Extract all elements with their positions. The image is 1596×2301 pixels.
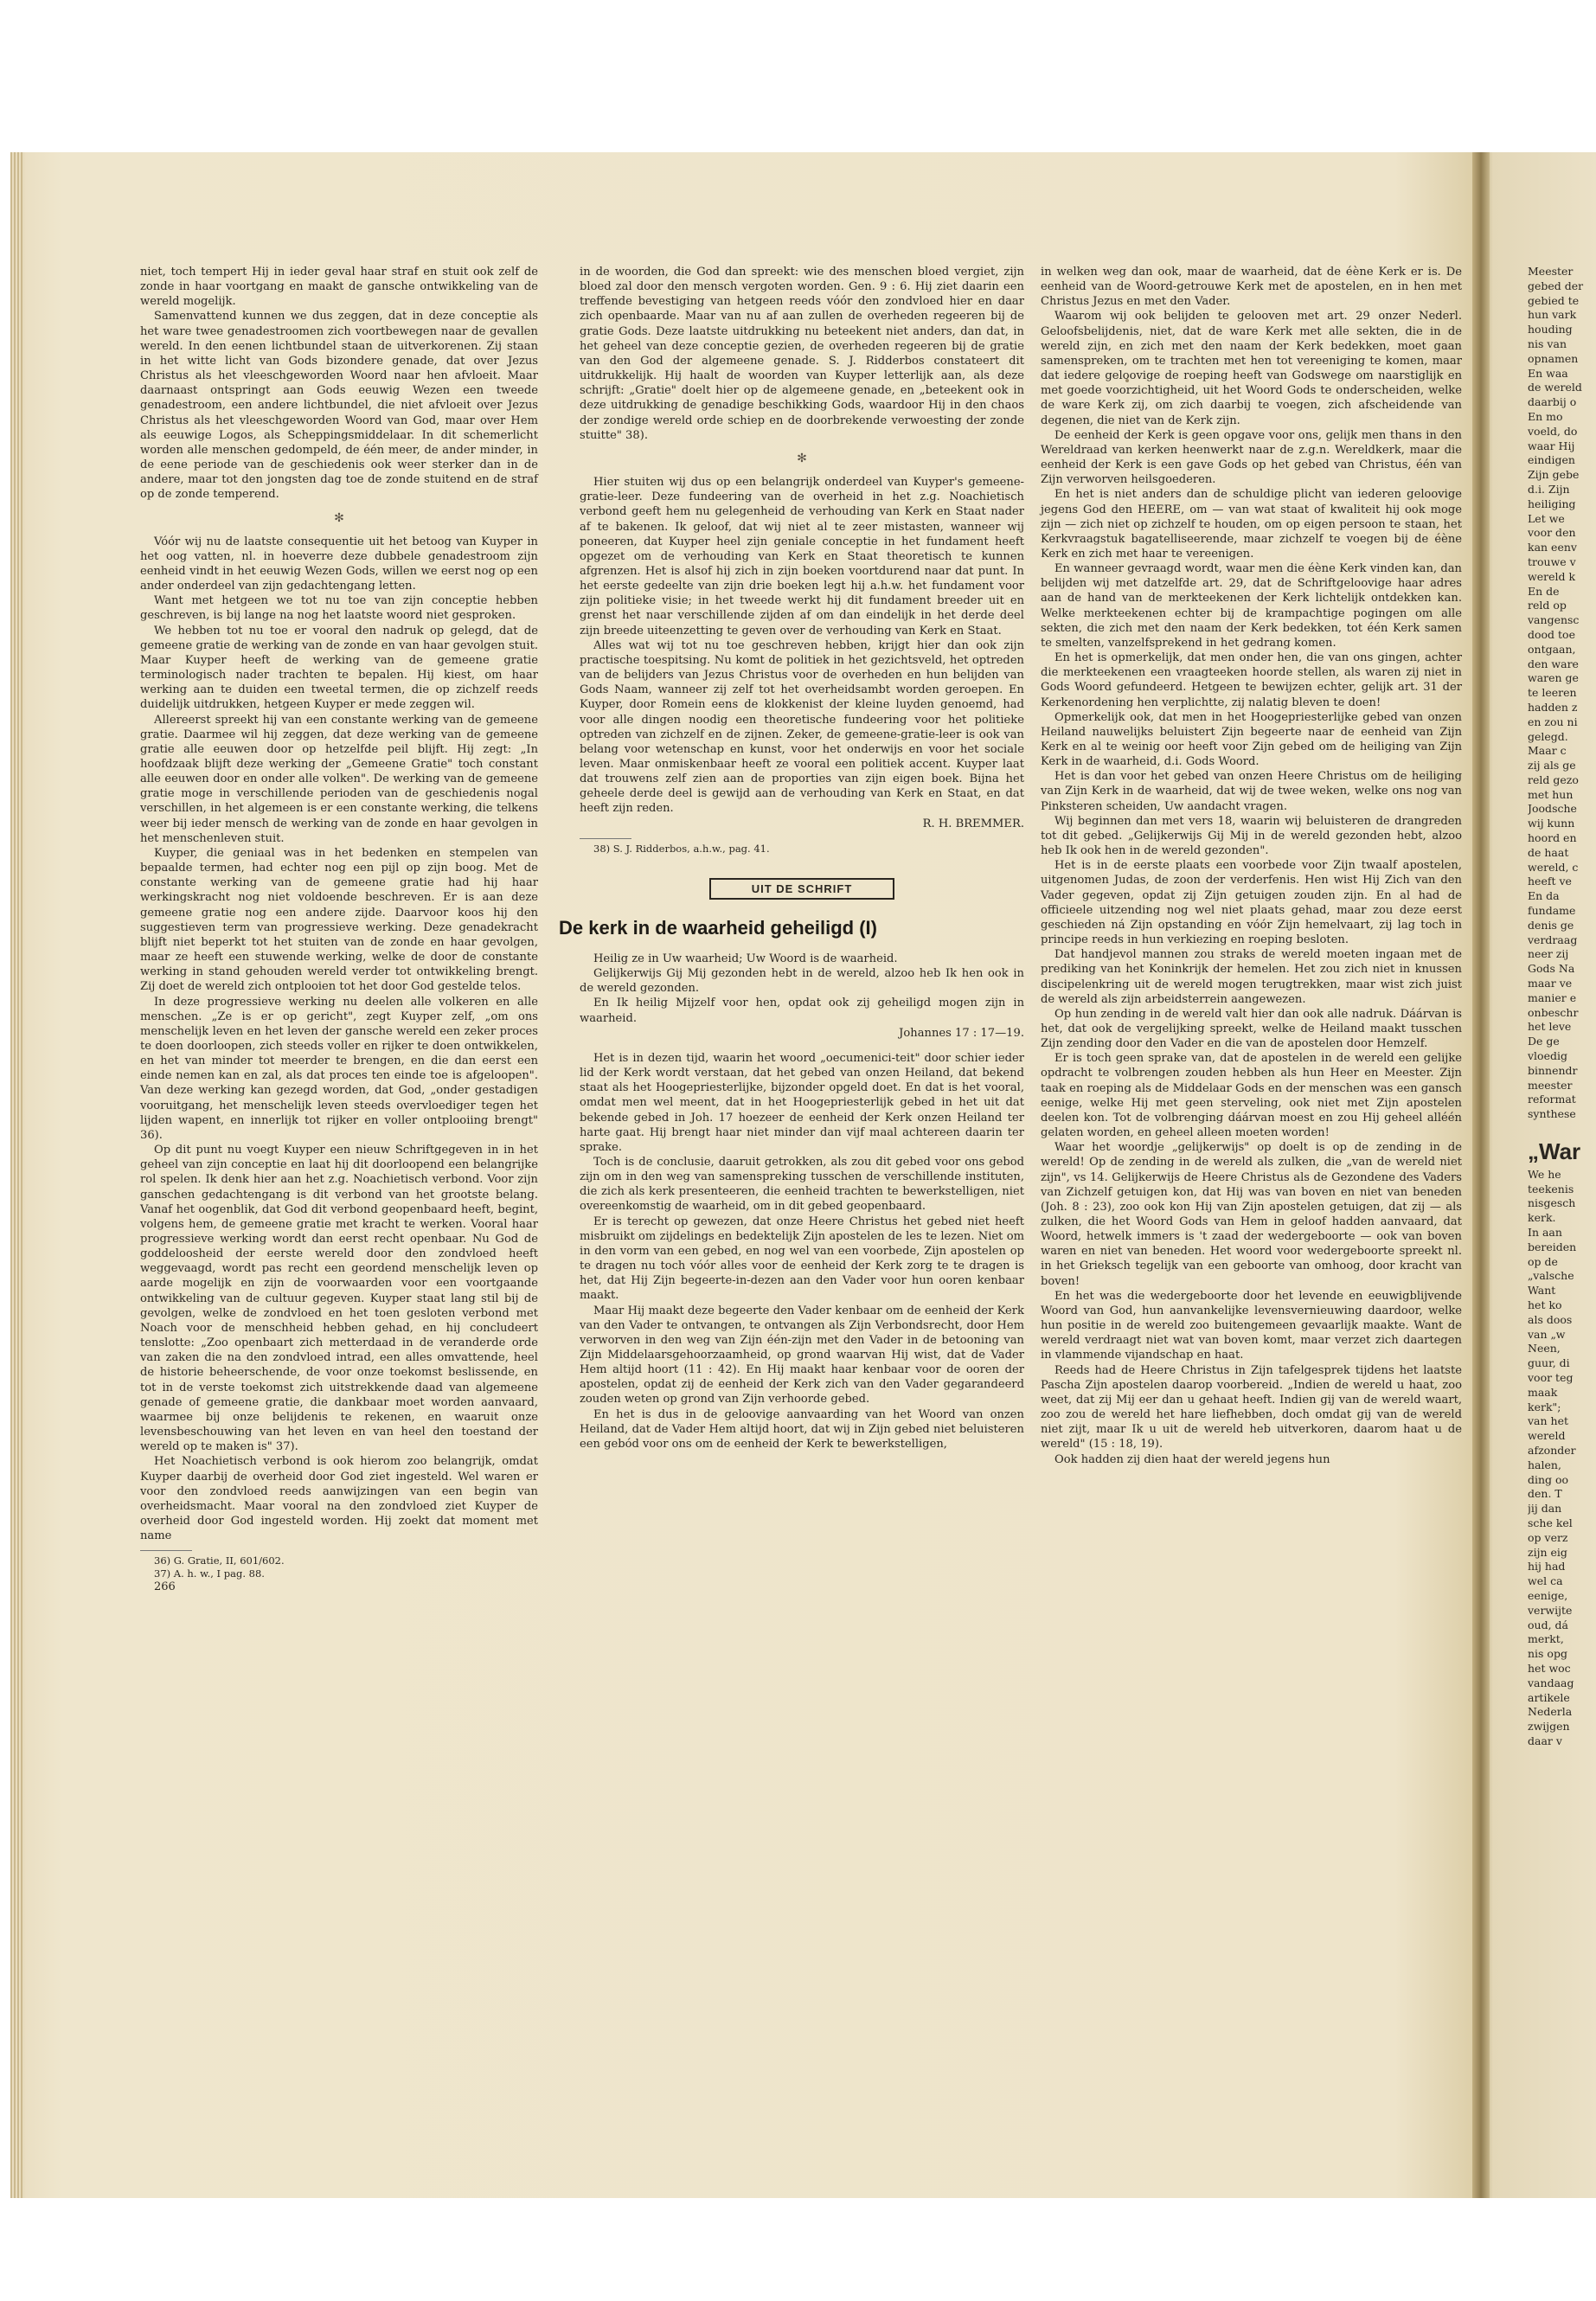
magazine-spread — [10, 152, 1596, 2198]
cropped-line: te leeren — [1528, 686, 1577, 700]
cropped-line: fundame — [1528, 904, 1576, 918]
cropped-line: nis opg — [1528, 1647, 1567, 1661]
paragraph: En het is niet anders dan de schuldige plicht van iederen geloovige jegens God den HEERE, om — van wat staat of kwaliteit hij ook moge zijn — zich niet op zichzelf te houden, om op eigen persoon te staan, het Kerkvraagstuk bagatelliseerende, maar zichzelf te voegen bij de éène Kerk en zich met haar te vereenigen. — [1041, 488, 1462, 561]
cropped-line: het ko — [1528, 1298, 1562, 1311]
cropped-line: Want — [1528, 1284, 1556, 1298]
cropped-line: ding oo — [1528, 1472, 1569, 1486]
spacer — [580, 1041, 1024, 1051]
cropped-line: „valsche — [1528, 1269, 1574, 1283]
cropped-line: Maar c — [1528, 744, 1567, 758]
cropped-article-title: „War — [1528, 1138, 1581, 1165]
cropped-line: voor den — [1528, 526, 1576, 540]
cropped-line: ontgaan, — [1528, 642, 1576, 656]
footnote-rule — [140, 1550, 192, 1551]
cropped-line: als doos — [1528, 1312, 1573, 1326]
cropped-line: nisgesch — [1528, 1196, 1576, 1210]
cropped-line: maak — [1528, 1385, 1558, 1399]
cropped-line: synthese — [1528, 1107, 1576, 1121]
footnote: 38) S. J. Ridderbos, a.h.w., pag. 41. — [593, 842, 770, 855]
cropped-line: teekenis — [1528, 1182, 1574, 1195]
cropped-line: van „w — [1528, 1327, 1566, 1341]
cropped-line: houding — [1528, 323, 1573, 336]
cropped-line: kan eenv — [1528, 541, 1577, 554]
cropped-line: binnendr — [1528, 1063, 1578, 1077]
cropped-line: Joodsche — [1528, 802, 1577, 816]
cropped-line: d.i. Zijn — [1528, 482, 1570, 496]
paragraph: Er is terecht op gewezen, dat onze Heere Christus het gebed niet heeft misbruikt om zijdelings en bedektelijk Zijn apostelen de les te lezen. Niet om in den vorm van een gebed, en nog wel van een voorbede, Zijn apostelen op te dragen nu toch vóór alles voor de eenheid der Kerk zorg te te dragen is het, dat Hij Zijn begeerte-in-dezen aan den Vader voor hun ooren kenbaar maakt. — [580, 1215, 1024, 1303]
cropped-text-bottom — [1528, 1168, 1596, 1749]
cropped-line: daarbij o — [1528, 395, 1577, 409]
cropped-line: vandaag — [1528, 1676, 1574, 1689]
footnote: 36) G. Gratie, II, 601/602. — [154, 1554, 285, 1567]
column-1 — [140, 265, 538, 1593]
cropped-line: wereld — [1528, 1429, 1566, 1443]
paragraph: Kuyper, die geniaal was in het bedenken en stempelen van bepaalde termen, had echter nog een pijl op zijn boog. Met de constante werking van de gemeene gratie had hij haar werkingskracht nog niet voldoende beschreven. Er is aan deze gemeene gratie nog een andere zijde. Daarvoor koos hij den suggestieven term van progressieve werking. Deze genadekracht blijft niet beperkt tot het stuiten van de zonde en haar gevolgen, maar ze heeft een stuwende werking, welke de door de constante werking in stand gehouden wereld verder tot ontwikkeling brengt. Zij doet de wereld zich ontplooien tot het door God gestelde telos. — [140, 846, 538, 994]
cropped-line: We he — [1528, 1167, 1561, 1181]
cropped-line: merkt, — [1528, 1632, 1564, 1646]
cropped-line: den ware — [1528, 657, 1579, 670]
cropped-line: voeld, do — [1528, 424, 1578, 438]
cropped-line: hij had — [1528, 1560, 1566, 1574]
paragraph: En het is opmerkelijk, dat men onder hen, die van ons gingen, achter die merkteekenen een vraagteeken hoorde stellen, als waren zij niet in Gods Woord gefundeerd. Hetgeen te bewijzen echter, gelijk art. 31 der Kerkenordening hen verplichtte, zij nalatig bleven te doen! — [1041, 651, 1462, 709]
footnote: 37) A. h. w., I pag. 88. — [154, 1567, 265, 1580]
cropped-line: trouwe v — [1528, 554, 1576, 568]
cropped-line: neer zij — [1528, 947, 1569, 961]
cropped-line: heeft ve — [1528, 875, 1572, 888]
scripture-motto: Heilig ze in Uw waarheid; Uw Woord is de waarheid. — [593, 952, 898, 965]
column-2 — [559, 265, 1024, 1452]
cropped-line: maar ve — [1528, 977, 1573, 990]
cropped-line: opnamen — [1528, 351, 1579, 365]
paragraph: Samenvattend kunnen we dus zeggen, dat in deze conceptie als het ware twee genadestroomen zich voortbewegen naar de gevallen wereld. In den eenen lichtbundel staan de uitverkorenen. Zij staan in het witte licht van Gods bizondere genade, dat over Jezus Christus als het vleeschgeworden Woord naar hen afvloeit. Maar daarnaast ontspringt aan Gods eeuwig Wezen een tweede genadestroom, een andere lichtbundel, die niet afvloeit over Jezus Christus als het vleeschgeworden Woord van God, maar over Hem als eeuwige Logos, als Scheppingsmiddelaar. In dit schemerlicht worden alle menschen gedompeld, de één meer, de ander minder, in de eene periode van de geschiedenis ook weer sterker dan in de andere, maar tot den jongsten dag toe de zonde stuitend en de straf op de zonde temperend. — [140, 310, 538, 502]
cropped-line: zijn eig — [1528, 1545, 1567, 1559]
scripture-motto: Gelijkerwijs Gij Mij gezonden hebt in de wereld, alzoo heb Ik hen ook in de wereld gezonden. — [580, 967, 1024, 996]
cropped-line: gebed der — [1528, 279, 1584, 292]
cropped-line: het leve — [1528, 1020, 1572, 1034]
cropped-line: hadden z — [1528, 700, 1578, 714]
paragraph: Vóór wij nu de laatste consequentie uit het betoog van Kuyper in het oog vatten, nl. in hoeverre deze dubbele genadestroom zijn eenheid vindt in het eeuwig Wezen Gods, willen we eerst nog op een ander onderdeel van zijn gedachtengang letten. — [140, 535, 538, 593]
cropped-line: En mo — [1528, 409, 1563, 423]
paragraph: Op dit punt nu voegt Kuyper een nieuw Schriftgegeven in in het geheel van zijn conceptie en laat hij dit doorloopend een belangrijke rol spelen. Ik denk hier aan het z.g. Noachietisch verbond. Voor zijn ganschen gedachtengang is dit verbond van het grootste belang. Vanaf het oogenblik, dat God dit verbond geopenbaard heeft, begint, volgens hem, de gemeene gratie met kracht te werken. Vooral haar progressieve werking wordt dan eerst recht openbaar. Nu God de goddeloosheid der eerste wereld door den zondvloed heeft weggevaagd, wordt pas recht een geordend menschelijk leven op aarde mogelijk en zijn de voorwaarden voor een voortgaande ontwikkeling van de cultuur gegeven. Kuyper staat lang stil bij de gevolgen, welke de zondvloed en het toen gesloten verbond met Noach voor de menschheid hebben gehad, en hij concludeert tenslotte: „Zoo openbaart zich metterdaad in de veranderde orde van zaken die na den zondvloed intrad, een alles omvattende, heel de historie beheerschende, de voor onze toekomst beslissende, en tot in de verste toekomst zich uitstrekkende daad van algemeene genade of gemeene gratie, die dankbaar moet worden aanvaard, waarmee bij onze belijdenis te rekenen, en waaruit onze levensbeschouwing van het leven en van heel den toestand der wereld op te maken is" 37). — [140, 1144, 538, 1454]
cropped-line: vloedig — [1528, 1049, 1567, 1063]
paragraph: Toch is de conclusie, daaruit getrokken, als zou dit gebed voor ons gebod zijn om in den weg van samenspreking tusschen de verschillende instituten, die zich als kerk presenteeren, die eenheid trachten te bewerkstelligen, niet overeenkomstig de waarheid, om in dit gebed geopenbaard. — [580, 1155, 1024, 1214]
cropped-line: bereiden — [1528, 1240, 1577, 1253]
section-divider: ✻ — [334, 510, 344, 525]
paragraph: Wij beginnen dan met vers 18, waarin wij beluisteren de drangreden tot dit gebed. „Gelijkerwijs Gij Mij in de wereld gezonden hebt, alzoo heb Ik ook hen in de wereld gezonden". — [1041, 814, 1462, 858]
cropped-line: op de — [1528, 1254, 1558, 1268]
cropped-line: de wereld — [1528, 381, 1582, 394]
cropped-line: verdraag — [1528, 933, 1578, 946]
paragraph: Waarom wij ook belijden te gelooven met art. 29 onzer Nederl. Geloofsbelijdenis, niet, dat de ware Kerk met alle sekten, die in de wereld zijn, en zich met den naam der Kerk bedekken, moet gaan samenspreken, om te trachten met hen tot vereeniging te komen, maar dat iedere geloovige de roeping heeft van Godswege om naarstiglijk en met goede voorzichtigheid, uit het Woord Gods te onderscheiden, welke de ware Kerk zij, om zich daarbij te voegen, zich afscheidende van degenen, die niet van de Kerk zijn. — [1041, 310, 1462, 427]
paragraph: Want met hetgeen we tot nu toe van zijn conceptie hebben geschreven, is bij lange na nog het laatste woord niet gesproken. — [140, 594, 538, 623]
cropped-line: meester — [1528, 1078, 1573, 1092]
paragraph: En het is dus in de geloovige aanvaarding van het Woord van onzen Heiland, dat de Vader Hem altijd hoort, dat wij in Zijn gebed niet beluisteren een gebód voor ons om de eenheid der Kerk te bewerkstelligen, — [580, 1407, 1024, 1451]
paragraph: in welken weg dan ook, maar de waarheid, dat de éène Kerk er is. De eenheid van de Woord-getrouwe Kerk met de apostelen, en in hen met Christus Jezus en met den Vader. — [1041, 266, 1462, 309]
cropped-line: artikele — [1528, 1690, 1570, 1704]
paragraph: We hebben tot nu toe er vooral den nadruk op gelegd, dat de gemeene gratie de werking van de zonde en van haar gevolgen stuit. Maar Kuyper heeft de werking van de gemeene gratie terminologisch nader trachten te bepalen. Hij kiest, om haar werking aan te duiden een tweetal termen, die op zichzelf reeds duidelijk uitdrukken, hetgeen Kuyper er mede zeggen wil. — [140, 624, 538, 712]
paragraph: Het is in de eerste plaats een voorbede voor Zijn twaalf apostelen, uitgenomen Judas, de zoon der verderfenis. Hen wist Hij Zich van den Vader gegeven, opdat zij Zijn getuigen zouden zijn. En al had de officieele uitzending nog wel niet plaats gehad, maar zou deze eerst geschieden ná Zijn opstanding en vóór Zijn hemelvaart, zij lag toch in principe reeds in hun verkiezing en roeping besloten. — [1041, 859, 1462, 947]
cropped-line: gebied te — [1528, 293, 1580, 307]
cropped-line: En waa — [1528, 366, 1568, 380]
paragraph: Maar Hij maakt deze begeerte den Vader kenbaar om de eenheid der Kerk van den Vader te ontvangen, te ontvangen als Zijn Verbondsrecht, door Hem verworven in den weg van Zijn één-zijn met den Vader in de betooning van Zijn Middelaarsgehoorzaamheid, op grond waarvan Hij wist, dat de Vader Hem altijd hoort (11 : 42). En Hij maakt haar kenbaar voor de ooren der apostelen, opdat zij de eenheid der Kerk zich van den Vader gegarandeerd zouden weten op grond van Zijn verhoorde gebed. — [580, 1304, 1024, 1407]
paragraph: in de woorden, die God dan spreekt: wie des menschen bloed vergiet, zijn bloed zal door den mensch vergoten worden. Gen. 9 : 6. Hij ziet daarin een treffende bevestiging van hetgeen reeds vóór den zondvloed hier en daar zich openbaarde. Maar van nu af aan zullen de overheden regeeren bij de gratie Gods. Deze laatste uitdrukking nu beteekent niet anders, dan dat, in het geheel van deze conceptie gezien, de overheden regeeren bij de gratie van den God der algemeene genade. S. J. Ridderbos constateert dit uitdrukkelijk. Hij haalt de woorden van Kuyper letterlijk aan, als deze schrijft: „Gratie" doelt hier op de algemeene genade, en „beteekent ook in deze uitdrukking de genadige beschikking Gods, waardoor Hij in den chaos der zondige wereld orde schiep en de doorbrekende verwoesting der zonde stuitte" 38). — [580, 266, 1024, 442]
paragraph: Alles wat wij tot nu toe geschreven hebben, krijgt hier dan ook zijn practische toespitsing. Nu komt de politiek in het gezichtsveld, het optreden van de belijders van Jezus Christus voor de overheden en hun belijden van Gods Naam, wanneer zij zelf tot het overheidsambt worden geroepen. En Kuyper, door Romein eens de klokkenist der kleine luyden genoemd, had voor alle dingen noodig een theoretische fundeering voor het politieke optreden van zichzelf en de zijnen. Zeker, de gemeene-gratie-leer is ook van belang voor wetenschap en kunst, voor het onderwijs en voor het sociale leven. Maar onmiskenbaar heeft ze vooral een politiek accent. Kuyper laat dat trouwens zelf zien aan de proporties van zijn eigen boek. Bijna het geheele derde deel is gewijd aan de verhouding van Kerk en Staat, en dat heeft zijn reden. — [580, 638, 1024, 816]
paragraph: Het is dan voor het gebed van onzen Heere Christus om de heiliging van Zijn Kerk in de waarheid, dat wij de twee weken, welke ons nog van Pinksteren scheiden, Uw aandacht vragen. — [1041, 770, 1462, 813]
cropped-line: Let we — [1528, 511, 1565, 525]
cropped-line: guur, di — [1528, 1356, 1570, 1370]
cropped-line: onbeschr — [1528, 1005, 1579, 1019]
cropped-line: kerk"; — [1528, 1400, 1561, 1413]
cropped-line: zwijgen — [1528, 1720, 1570, 1734]
cropped-line: reformat — [1528, 1093, 1576, 1106]
paragraph: Opmerkelijk ook, dat men in het Hoogepriesterlijke gebed van onzen Heiland nauwelijks beluistert Zijn begeerte naar de eenheid van Zijn Kerk en al te weinig oor heeft voor Zijn gebed om de heiliging van Zijn Kerk in de waarheid, d.i. Gods Woord. — [1041, 710, 1462, 769]
footnote-rule — [580, 838, 631, 839]
cropped-line: Nederla — [1528, 1705, 1573, 1719]
paragraph: In deze progressieve werking nu deelen alle volkeren en alle menschen. „Ze is er op gericht", zegt Kuyper zelf, „om ons menschelijk leven en het leven der gansche wereld een zeker proces te doen doorloopen, zich steeds voller en rijker te doen ontwikkelen, en het van minder tot meerder te brengen, en die dan eerst een einde nemen kan en zal, als dat proces ten einde toe is afgeloopen". Van deze werking kan gezegd worden, dat God, „onder gestadigen vooruitgang, het menschelijk leven steeds overvloediger tegen het lijden wapent, en innerlijk tot rijker en voller ontplooiing brengt" 36). — [140, 995, 538, 1142]
cropped-line: voor teg — [1528, 1370, 1574, 1384]
cropped-line: oud, dá — [1528, 1618, 1568, 1631]
cropped-line: manier e — [1528, 990, 1577, 1004]
cropped-line: het woc — [1528, 1661, 1571, 1675]
paragraph: En het was die wedergeboorte door het levende en eeuwigblijvende Woord van God, hun aanvankelijke levensvernieuwing daardoor, welke hun positie in de wereld zoo buitengemeen gevaarlijk maakte. Want de wereld verdraagt niet wat van boven komt, maar verzet zich daartegen in vlammende vijandschap en haat. — [1041, 1289, 1462, 1362]
cropped-line: kerk. — [1528, 1211, 1556, 1225]
paragraph: Dat handjevol mannen zou straks de wereld moeten ingaan met de prediking van het Koninkrijk der hemelen. Het zou zich niet in knussen discipelenkring uit de wereld mogen terugtrekken, maar wist zich juist de wereld als zijn arbeidsterrein aangewezen. — [1041, 948, 1462, 1006]
cropped-line: hoord en — [1528, 831, 1577, 845]
cropped-line: En da — [1528, 889, 1560, 903]
cropped-line: dood toe — [1528, 627, 1575, 641]
page-number: 266 — [154, 1580, 176, 1594]
paragraph: Er is toch geen sprake van, dat de apostelen in de wereld een gelijke opdracht te volbrengen zouden hebben als hun Heer en Meester. Zijn taak en roeping als de Middelaar Gods en der menschen was een gansch eenige, welke Hij met geen sterveling, ook niet met Zijn apostelen deelen kon. Tot de volbrenging dáárvan moest en zou Hij geheel alléén gelaten worden, en geheel alleen moeten worden! — [1041, 1052, 1462, 1140]
cropped-line: op verz — [1528, 1530, 1568, 1544]
paragraph: En wanneer gevraagd wordt, waar men die éène Kerk vinden kan, dan belijden wij met datzelfde art. 29, dat de Schriftgeloovige haar adres aan de hand van de merkteekenen der Kerk lichtelijk ontdekken kan. Welke merkteekenen echter bij de krampachtige pogingen om alle sekten, die zich met den naam der Kerk bedekken, tot één Kerk samen te smelten, vanzelfsprekend in het gedrang komen. — [1041, 562, 1462, 650]
paragraph: Hier stuiten wij dus op een belangrijk onderdeel van Kuyper's gemeene-gratie-leer. Deze fundeering van de overheid in het z.g. Noachietisch verbond geeft hem nu gelegenheid de verhouding van Kerk en Staat nader af te bakenen. Ik geloof, dat wij niet al te zeer mistasten, wanneer wij poneeren, dat Kuyper heel zijn geniale conceptie in het fundament heeft opgezet om de verhouding van Kerk en Staat theoretisch te kunnen afgrenzen. Het is alsof hij zich in zijn boeken voortdurend naar dat punt. In het eerste gedeelte van zijn drie boeken legt hij a.h.w. het fundament voor zijn politieke visie; in het tweede werkt hij dit fundament breeder uit en grenst het naar verschillende zijden af om dan eindelijk in het derde deel zijn breede uiteenzetting te geven over de verhouding van Kerk en Staat. — [580, 476, 1024, 638]
paragraph: Het Noachietisch verbond is ook hierom zoo belangrijk, omdat Kuyper daarbij de overheid door God ziet ingesteld. Wel waren er voor den zondvloed reeds aanwijzingen van een begin van overheidsmacht. Maar vooral na den zondvloed ziet Kuyper de overheid door God ingesteld worden. Hij zoekt dat moment met name — [140, 1455, 538, 1543]
cropped-line: De ge — [1528, 1035, 1560, 1048]
cropped-line: afzonder — [1528, 1443, 1576, 1457]
cropped-line: In aan — [1528, 1226, 1562, 1239]
cropped-line: Neen, — [1528, 1342, 1561, 1356]
cropped-line: van het — [1528, 1414, 1569, 1428]
cropped-line: waar Hij — [1528, 439, 1575, 452]
scripture-motto: En Ik heilig Mijzelf voor hen, opdat ook zij geheiligd mogen zijn in waarheid. — [580, 997, 1024, 1025]
paragraph: Op hun zending in de wereld valt hier dan ook alle nadruk. Dáárvan is het, dat ook de vergelijking spreekt, welke de Heiland maakt tusschen Zijn zending door den Vader en die van de apostelen door Hemzelf. — [1041, 1007, 1462, 1051]
paragraph: Reeds had de Heere Christus in Zijn tafelgesprek tijdens het laatste Pascha Zijn apostelen daarop voorbereid. „Indien de wereld u haat, zoo weet, dat zij Mij eer dan u gehaat heeft. Indien gij van de wereld waart, zoo zou de wereld het hare liefhebben, doch omdat gij van de wereld niet zijt, maar Ik u uit de wereld heb uitverkoren, daarom haat u de wereld" (15 : 18, 19). — [1041, 1363, 1462, 1452]
section-rubric: UIT DE SCHRIFT — [709, 878, 894, 900]
cropped-line: daar v — [1528, 1734, 1562, 1747]
cropped-line: Gods Na — [1528, 962, 1575, 976]
cropped-line: zij als ge — [1528, 759, 1576, 772]
cropped-line: waren ge — [1528, 671, 1579, 685]
cropped-line: denis ge — [1528, 918, 1574, 932]
article-headline: De kerk in de waarheid geheiligd (I) — [559, 916, 877, 939]
cropped-line: En de — [1528, 584, 1560, 598]
cropped-line: halen, — [1528, 1458, 1561, 1471]
cropped-line: eenige, — [1528, 1588, 1568, 1602]
cropped-line: Zijn gebe — [1528, 468, 1580, 482]
paragraph: Waar het woordje „gelijkerwijs" op doelt is op de zending in de wereld! Op de zending in de wereld als zulken, die „van de wereld niet zijn", vs 14. Gelijkerwijs de Heere Christus als de Gezondene des Vaders van Zichzelf getuigen kon, dat Hij was van boven en niet van beneden (Joh. 8 : 23), zoo ook kon Hij van Zijn apostelen getuigen, dat zij — als zulken, die het Woord Gods van Hem in geloof hadden aanvaard, dat Woord, hetwelk immers is 't zaad der wedergeboorte — ook van boven waren en niet van beneden. Het woord voor wedergeboorte spreekt nl. in het Grieksch tegelijk van een geboorte van omhoog, door kracht van boven! — [1041, 1141, 1462, 1288]
cropped-line: verwijte — [1528, 1603, 1573, 1617]
cropped-line: hun vark — [1528, 308, 1577, 322]
cropped-line: den. T — [1528, 1487, 1562, 1501]
column-4-cropped — [1528, 265, 1596, 1749]
cropped-line: en zou ni — [1528, 715, 1578, 728]
cropped-line: reld gezo — [1528, 772, 1579, 786]
scripture-reference: Johannes 17 : 17—19. — [899, 1026, 1024, 1040]
cropped-line: wij kunn — [1528, 817, 1575, 830]
cropped-line: met hun — [1528, 787, 1574, 801]
cropped-line: heiliging — [1528, 497, 1576, 510]
paragraph: Het is in dezen tijd, waarin het woord „oecumenici-teit" door schier ieder lid der Kerk wordt verstaan, dat het gebed van onzen Heiland, dat bekend staat als het Hoogepriesterlijke, bijzonder opgeld doet. En dat is het vooral, omdat men wel meent, dat in het Hoogepriesterlijk gebed in het uit dat bekende gebed in Joh. 17 hoezeer de eenheid der Kerk onzen Heiland ter harte gaat. Hij brengt haar niet minder dan vijf maal achtereen daarin ter sprake. — [580, 1051, 1024, 1154]
book-gutter — [1472, 152, 1490, 2198]
cropped-line: jij dan — [1528, 1502, 1562, 1516]
cropped-line: eindigen — [1528, 453, 1575, 467]
page-stack-edge — [10, 152, 22, 2198]
paragraph: Ook hadden zij dien haat der wereld jegens hun — [1054, 1452, 1330, 1466]
cropped-line: gelegd. — [1528, 729, 1568, 743]
cropped-line: nis van — [1528, 336, 1567, 350]
cropped-line: de haat — [1528, 845, 1569, 859]
paragraph: De eenheid der Kerk is geen opgave voor ons, gelijk men thans in den Wereldraad van kerken heenwerkt naar de z.g.n. Wereldkerk, maar die eenheid der Kerk is een gave Gods op het gebed van Christus, één van Zijn verworven heilsgoederen. — [1041, 428, 1462, 487]
cropped-text-top — [1528, 265, 1596, 1122]
column-3 — [1041, 265, 1462, 1467]
cropped-line: wereld k — [1528, 569, 1576, 583]
cropped-line: reld op — [1528, 599, 1567, 612]
author-signature: R. H. BREMMER. — [922, 817, 1024, 830]
cropped-line: Meester — [1528, 265, 1574, 278]
cropped-line: sche kel — [1528, 1516, 1573, 1529]
paragraph: niet, toch tempert Hij in ieder geval haar straf en stuit ook zelf de zonde in haar voortgang en maakt de gansche ontwikkeling van de wereld mogelijk. — [140, 266, 538, 309]
cropped-line: wel ca — [1528, 1574, 1563, 1588]
paragraph: Allereerst spreekt hij van een constante werking van de gemeene gratie. Daarmee wil hij zeggen, dat deze werking van de gemeene gratie alle eeuwen door op hetzelfde peil blijft. Hij zegt: „In hoofdzaak blijft deze werking der „Gemeene Gratie" toch constant alle eeuwen door en onder alle volken". De werking van de gemeene gratie moge in verschillende perioden van de geschiedenis nogal verschillen, in het algemeen is er een constante werking, die telkens weer bij ieder mensch de werking van de zonde en haar gevolgen in het menschenleven stuit. — [140, 713, 538, 845]
cropped-line: vangensc — [1528, 613, 1580, 627]
section-divider: ✻ — [797, 451, 807, 465]
cropped-line: wereld, c — [1528, 860, 1579, 874]
